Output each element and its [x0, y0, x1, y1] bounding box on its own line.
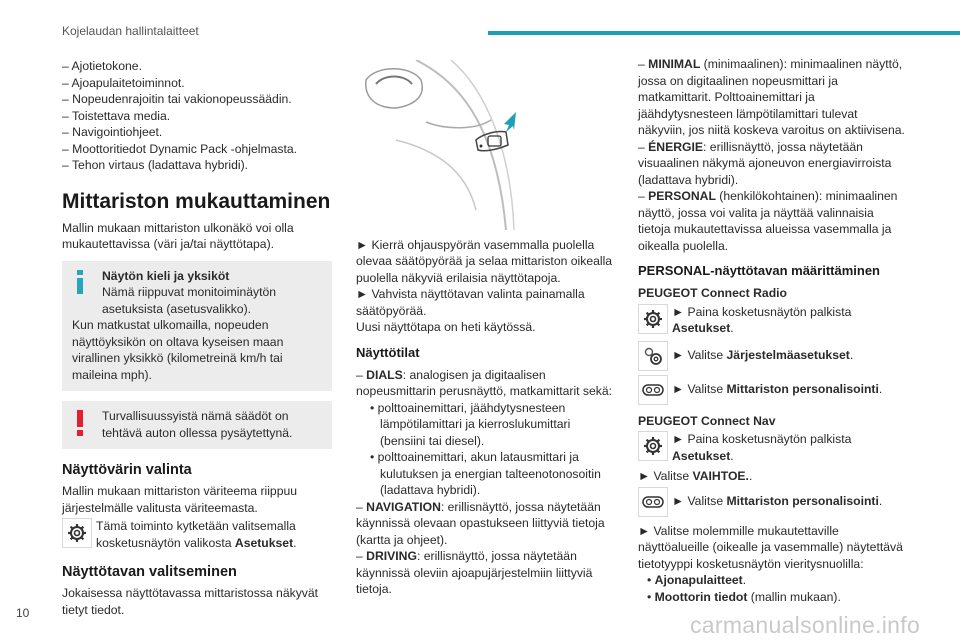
- list-item: • Moottorin tiedot (mallin mukaan).: [647, 589, 841, 604]
- nav-step-1: ► Paina kosketusnäytön palkista Asetukset.: [638, 431, 908, 464]
- info-text: Nämä riippuvat monitoiminäytön asetuksista (asetusvalikko).: [102, 285, 277, 316]
- nav-step-2: ► Valitse VAIHTOE..: [638, 469, 753, 483]
- list-item: – Moottoritiedot Dynamic Pack -ohjelmasta.: [62, 141, 298, 156]
- mode-energy: – ÉNERGIE: erillisnäyttö, jossa näytetään visuaalinen näkymä ajoneuvon energiavirroista (ladattava hybridi).: [638, 139, 892, 187]
- radio-step-1: ► Paina kosketusnäytön palkista Asetukset.: [638, 304, 908, 337]
- instruction-confirm: ► Vahvista näyttötavan valinta painamalla säätöpyörää.: [356, 287, 585, 318]
- list-item: – Nopeudenrajoitin tai vakionopeussäädin.: [62, 92, 292, 106]
- subheading-color: Näyttövärin valinta: [62, 462, 192, 478]
- column-middle: [356, 60, 618, 598]
- warning-text: Turvallisuussyistä nämä säädöt on tehtävä auton ollessa pysäytettynä.: [102, 409, 293, 440]
- warning-box: [62, 401, 332, 449]
- mode-dials: – DIALS: analogisen ja digitaalisen nopeusmittarin perusnäyttö, matkamittarit sekä:: [356, 367, 613, 398]
- settings-label: Asetukset: [234, 535, 294, 550]
- list-item: • polttoainemittari, jäähdytysnesteen lämpötilamittari ja kierroslukumittari (bensiini tai diesel).: [370, 400, 571, 448]
- instruction-result: Uusi näyttötapa on heti käytössä.: [356, 320, 536, 334]
- list-item: – Ajoapulaitetoiminnot.: [62, 75, 185, 90]
- list-item: – Toistettava media.: [62, 108, 171, 123]
- final-instruction: ► Valitse molemmille mukautettaville näyttöalueille (oikealle ja vasemmalle) näytettävä tietotyyppi kosketusnäytön vieritysnuolilla:: [638, 523, 903, 571]
- system-settings-icon: [638, 341, 668, 371]
- subheading-mode: Näyttötavan valitseminen: [62, 564, 237, 580]
- color-icon-text: Tämä toiminto kytketään valitsemalla kosketusnäytön valikosta: [96, 519, 296, 550]
- cluster-icon: [638, 487, 668, 517]
- radio-title: PEUGEOT Connect Radio: [638, 286, 787, 300]
- running-header: Kojelaudan hallintalaitteet: [62, 24, 199, 38]
- settings-instruction: Tämä toiminto kytketään valitsemalla kosketusnäytön valikosta Asetukset.: [62, 518, 332, 551]
- list-item: – Ajotietokone.: [62, 59, 142, 73]
- header-accent-bar: [488, 31, 960, 35]
- info-title: Näytön kieli ja yksiköt: [102, 268, 230, 283]
- mode-driving: – DRIVING: erillisnäyttö, jossa näytetään käynnissä oleviin ajoapujärjestelmiin liittyviä tietoja.: [356, 549, 593, 596]
- settings-icon: [62, 518, 92, 548]
- nav-step-3: ► Valitse Mittariston personalisointi.: [638, 487, 908, 517]
- section-heading: Mittariston mukauttaminen: [62, 189, 331, 213]
- instruction-rotate: ► Kierrä ohjauspyörän vasemmalla puolella olevaa säätöpyörää ja selaa mittariston oikealla puolella näkyviä erilaisia näyttötapoja.: [356, 237, 613, 285]
- settings-icon: [638, 304, 668, 334]
- nav-title: PEUGEOT Connect Nav: [638, 413, 776, 428]
- cluster-icon: [638, 375, 668, 405]
- column-left: [62, 58, 332, 618]
- mode-personal: – PERSONAL (henkilökohtainen): minimaalinen näyttö, jossa voi valita ja näyttää valinnaisia tietoja mukautettavissa alueissa vasemmalla ja oikealla puolella.: [638, 189, 898, 253]
- list-item: • polttoainemittari, akun latausmittari ja kulutuksen ja energian talteenotonosoitin (ladattava hybridi).: [370, 450, 601, 497]
- mode-navigation: – NAVIGATION: erillisnäyttö, jossa näytetään käynnissä olevaan opastukseen liittyviä tietoja (kartta ja ohjeet).: [356, 499, 605, 547]
- subheading-personal: PERSONAL-näyttötavan määrittäminen: [638, 263, 880, 278]
- radio-step-3: ► Valitse Mittariston personalisointi.: [638, 375, 908, 405]
- column-right: [638, 56, 908, 605]
- list-item: – Navigointiohjeet.: [62, 125, 163, 139]
- subheading-modes: Näyttötilat: [356, 344, 420, 360]
- info-box: [62, 261, 332, 392]
- mode-minimal: – MINIMAL (minimaalinen): minimaalinen näyttö, jossa on digitaalinen nopeusmittari ja matkamittarit. Polttoainemittari ja jäähdytysnesteen lämpötilamittari tulevat näkyviin, jos niitä koskeva varoitus on aktiivisena.: [638, 57, 905, 137]
- intro-text: Mallin mukaan mittariston ulkonäkö voi olla mukautettavissa (väri ja/tai näyttötapa).: [62, 220, 294, 251]
- color-text: Mallin mukaan mittariston väriteema riippuu järjestelmälle valitusta väriteemasta.: [62, 484, 298, 515]
- page-number: 10: [16, 606, 30, 620]
- info-text: Kun matkustat ulkomailla, nopeuden näyttöyksikön on oltava kyseisen maan virallinen yksikkö (kilometreinä km/h tai maileina mph).: [72, 318, 284, 382]
- radio-step-2: ► Valitse Järjestelmäasetukset.: [638, 341, 908, 371]
- mode-text: Jokaisessa näyttötavassa mittaristossa näkyvät tietyt tiedot.: [62, 586, 319, 617]
- warning-icon: [76, 410, 84, 436]
- list-item: • Ajonapulaitteet.: [647, 573, 747, 587]
- watermark: carmanualsonline.info: [690, 612, 921, 638]
- info-icon: [76, 270, 84, 294]
- list-item: – Tehon virtaus (ladattava hybridi).: [62, 158, 249, 172]
- settings-icon: [638, 431, 668, 461]
- steering-wheel-illustration: [356, 60, 516, 230]
